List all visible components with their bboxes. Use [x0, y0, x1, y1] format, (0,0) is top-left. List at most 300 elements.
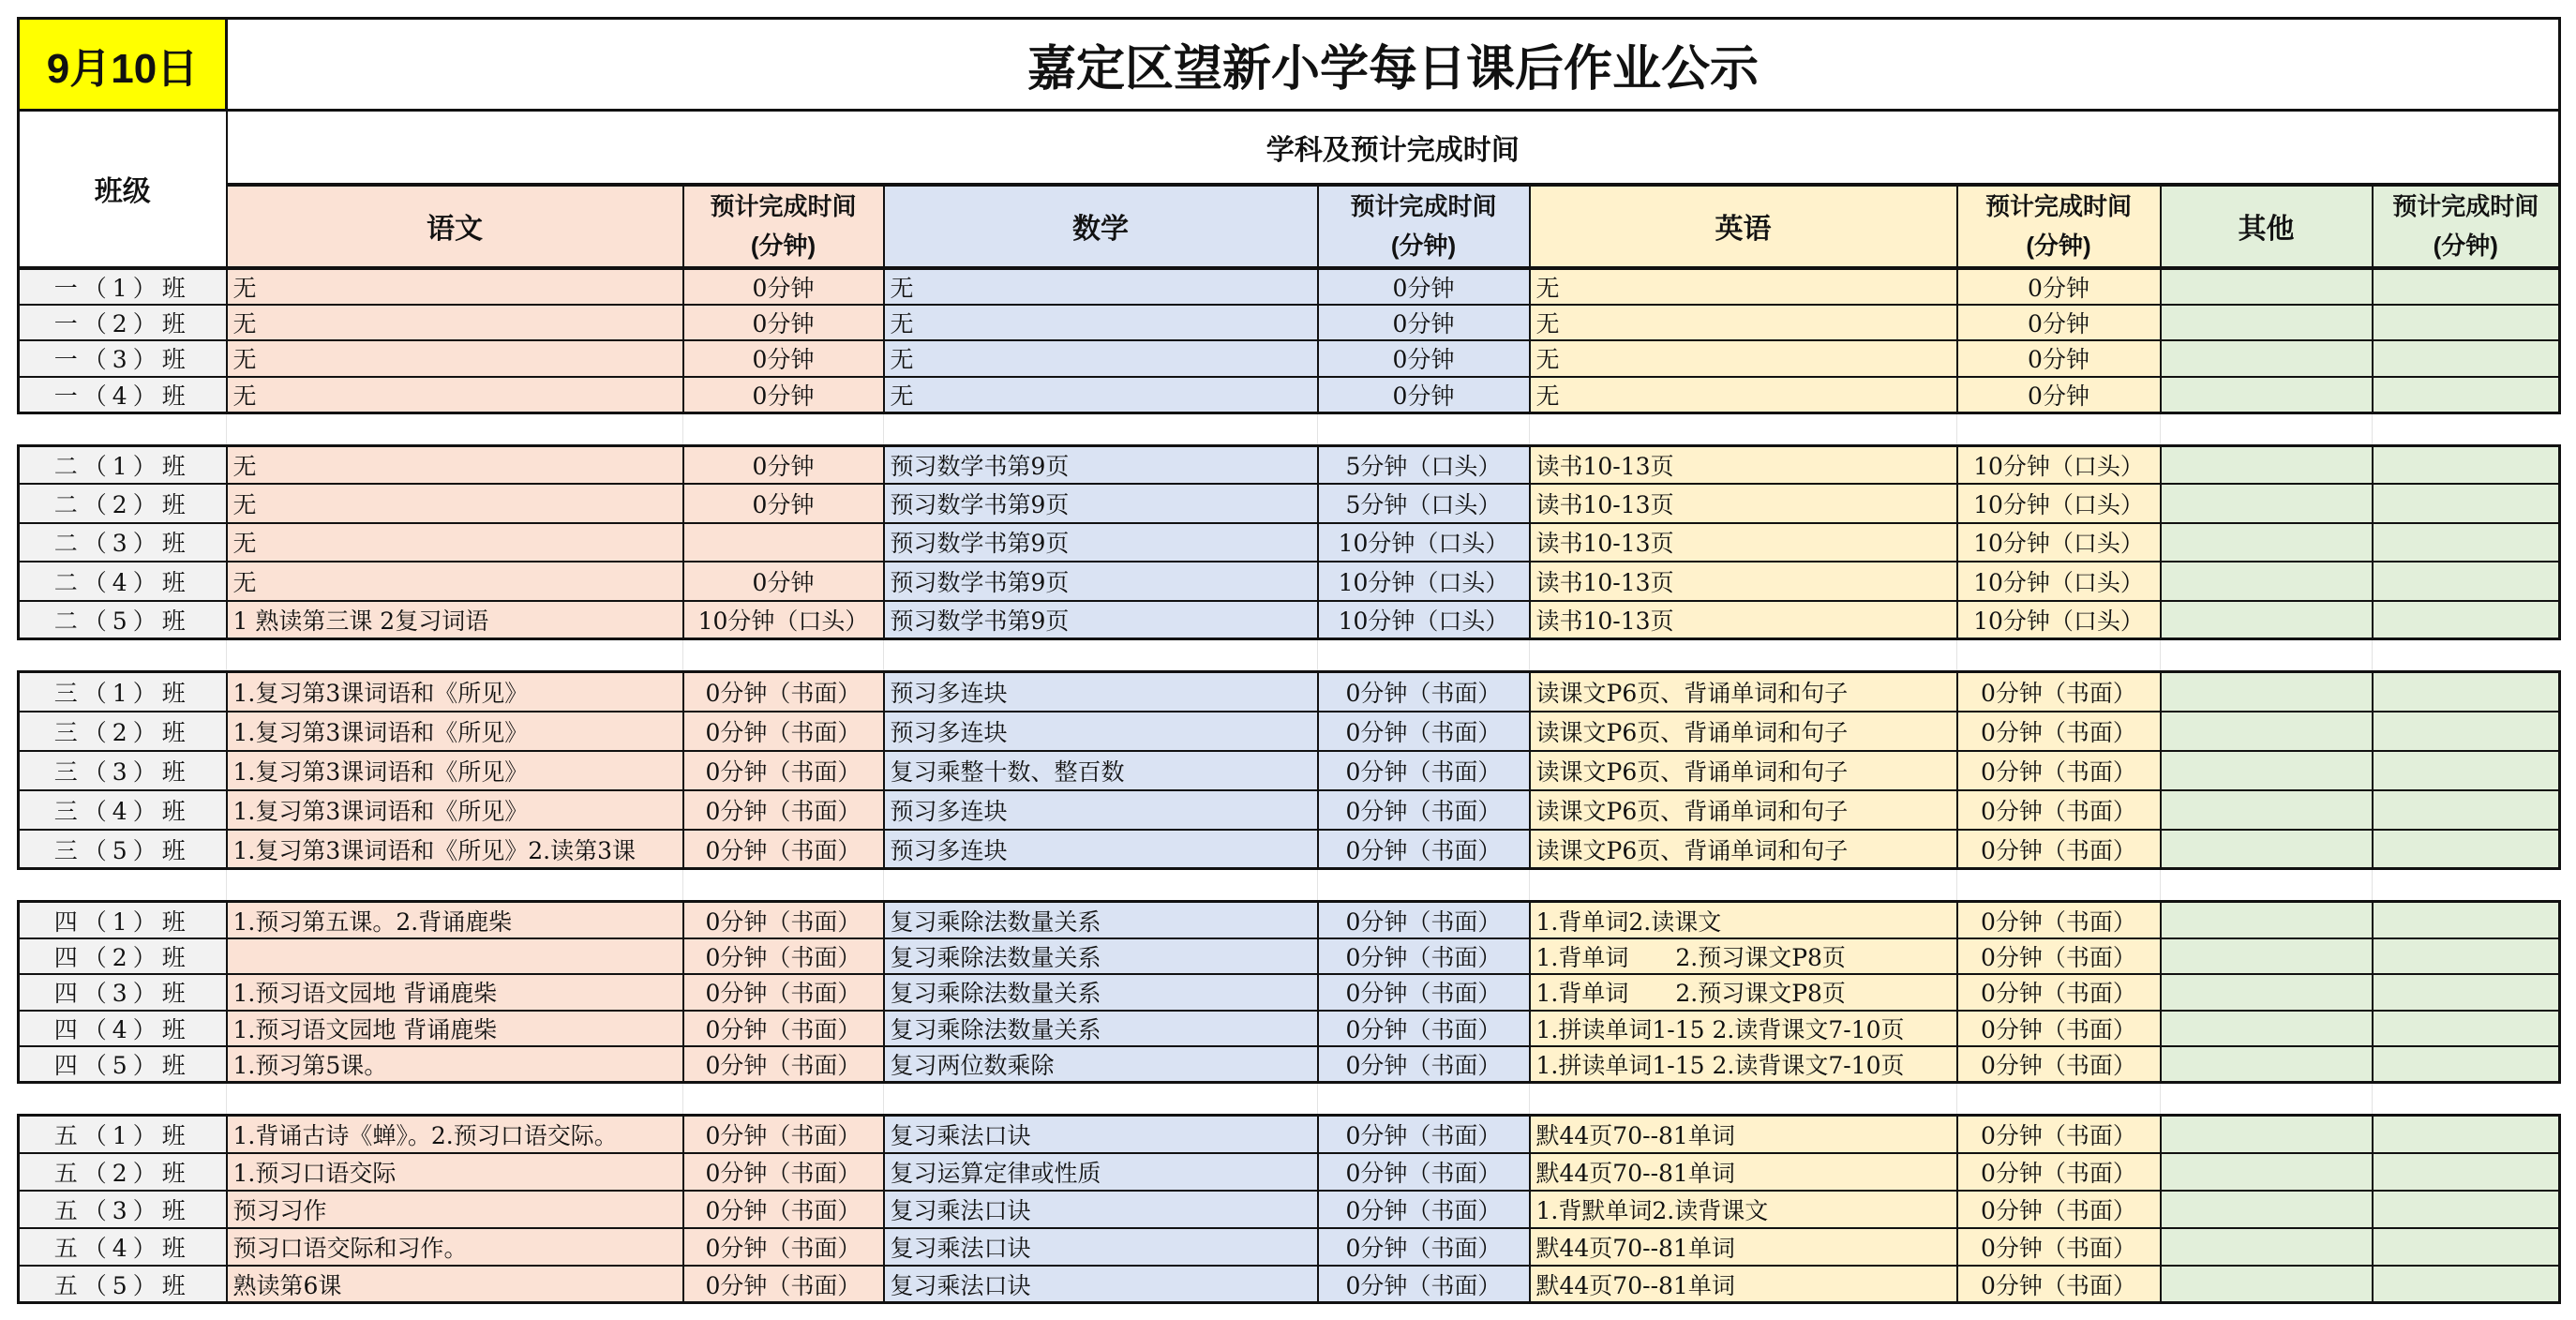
table-row	[19, 305, 2560, 341]
english-homework-cell[interactable]: 读课文P6页、背诵单词和句子	[1530, 672, 1957, 712]
date-cell[interactable]: 9月10日	[19, 19, 227, 111]
class-cell[interactable]: 五（2）班	[19, 1153, 227, 1191]
english-homework-cell[interactable]: 默44页70--81单词	[1530, 1228, 1957, 1266]
english-homework-cell[interactable]: 读书10-13页	[1530, 601, 1957, 639]
table-row	[19, 377, 2560, 413]
chinese-time-cell[interactable]: 0分钟（书面）	[683, 1266, 884, 1303]
chinese-time-cell[interactable]: 0分钟（书面）	[683, 751, 884, 790]
english-homework-cell[interactable]: 读书10-13页	[1530, 445, 1957, 484]
math-homework-cell[interactable]: 预习多连块	[884, 672, 1318, 712]
empty-cell[interactable]	[1318, 412, 1530, 445]
subjects-header[interactable]: 学科及预计完成时间	[227, 111, 2560, 185]
homework-sheet	[17, 17, 2558, 1304]
other-time-cell[interactable]	[2373, 830, 2560, 869]
empty-cell[interactable]	[2373, 869, 2560, 902]
english-homework-cell[interactable]: 默44页70--81单词	[1530, 1153, 1957, 1191]
math-homework-cell[interactable]: 预习数学书第9页	[884, 562, 1318, 600]
math-homework-cell[interactable]: 复习乘除法数量关系	[884, 1011, 1318, 1047]
empty-cell[interactable]	[1957, 869, 2161, 902]
english-time-cell[interactable]: 10分钟（口头）	[1957, 484, 2161, 522]
english-homework-cell[interactable]: 读书10-13页	[1530, 523, 1957, 562]
other-time-cell[interactable]	[2373, 938, 2560, 975]
other-time-cell[interactable]	[2373, 1116, 2560, 1153]
chinese-homework-cell[interactable]: 无	[227, 445, 683, 484]
other-homework-cell[interactable]	[2161, 305, 2373, 341]
time-label: 预计完成时间	[1350, 192, 1497, 220]
other-time-cell[interactable]	[2373, 1153, 2560, 1191]
empty-cell[interactable]	[1957, 412, 2161, 445]
chinese-time-cell[interactable]: 0分钟（书面）	[683, 902, 884, 938]
english-homework-cell[interactable]: 无	[1530, 340, 1957, 377]
class-cell[interactable]: 三（3）班	[19, 751, 227, 790]
math-homework-cell[interactable]: 预习多连块	[884, 712, 1318, 751]
time-label: 预计完成时间	[2392, 192, 2539, 220]
english-time-cell[interactable]: 0分钟（书面）	[1957, 902, 2161, 938]
chinese-homework-cell[interactable]: 1.预习语文园地 背诵鹿柴	[227, 1011, 683, 1047]
chinese-time-cell[interactable]: 0分钟	[683, 305, 884, 341]
other-homework-cell[interactable]	[2161, 751, 2373, 790]
chinese-time-cell[interactable]: 0分钟	[683, 484, 884, 522]
math-time-cell[interactable]: 0分钟（书面）	[1318, 938, 1530, 975]
math-homework-cell[interactable]: 复习乘除法数量关系	[884, 974, 1318, 1011]
math-homework-cell[interactable]: 无	[884, 340, 1318, 377]
english-time-cell[interactable]: 0分钟（书面）	[1957, 1228, 2161, 1266]
english-time-cell[interactable]: 0分钟	[1957, 268, 2161, 305]
chinese-homework-cell[interactable]: 无	[227, 377, 683, 413]
english-time-cell[interactable]: 10分钟（口头）	[1957, 562, 2161, 600]
table-row	[19, 268, 2560, 305]
english-homework-cell[interactable]: 1.拼读单词1-15 2.读背课文7-10页	[1530, 1046, 1957, 1083]
table-row	[19, 938, 2560, 975]
table-row	[19, 523, 2560, 562]
other-homework-cell[interactable]	[2161, 377, 2373, 413]
math-homework-cell[interactable]: 无	[884, 268, 1318, 305]
math-homework-cell[interactable]: 复习乘除法数量关系	[884, 938, 1318, 975]
other-homework-cell[interactable]	[2161, 1116, 2373, 1153]
math-homework-cell[interactable]: 预习数学书第9页	[884, 445, 1318, 484]
chinese-homework-cell[interactable]: 1.复习第3课词语和《所见》	[227, 712, 683, 751]
empty-cell[interactable]	[1957, 639, 2161, 672]
table-row	[19, 1191, 2560, 1228]
empty-cell[interactable]	[2161, 412, 2373, 445]
class-cell[interactable]: 五（3）班	[19, 1191, 227, 1228]
class-cell[interactable]: 二（2）班	[19, 484, 227, 522]
english-homework-cell[interactable]: 默44页70--81单词	[1530, 1116, 1957, 1153]
chinese-homework-cell[interactable]: 1.背诵古诗《蝉》。2.预习口语交际。	[227, 1116, 683, 1153]
chinese-homework-cell[interactable]: 1.复习第3课词语和《所见》	[227, 672, 683, 712]
empty-cell[interactable]	[884, 869, 1318, 902]
math-time-cell[interactable]: 0分钟（书面）	[1318, 1011, 1530, 1047]
other-time-cell[interactable]	[2373, 1266, 2560, 1303]
other-time-cell[interactable]	[2373, 790, 2560, 830]
chinese-time-cell[interactable]: 0分钟	[683, 445, 884, 484]
empty-cell[interactable]	[2373, 1083, 2560, 1116]
empty-cell[interactable]	[2161, 1083, 2373, 1116]
class-cell[interactable]: 二（1）班	[19, 445, 227, 484]
class-cell[interactable]: 三（4）班	[19, 790, 227, 830]
class-cell[interactable]: 五（5）班	[19, 1266, 227, 1303]
math-time-cell[interactable]: 10分钟（口头）	[1318, 562, 1530, 600]
other-homework-cell[interactable]	[2161, 974, 2373, 1011]
empty-cell[interactable]	[227, 869, 683, 902]
other-time-cell[interactable]	[2373, 562, 2560, 600]
math-time-cell[interactable]: 0分钟（书面）	[1318, 1046, 1530, 1083]
english-time-cell[interactable]: 0分钟（书面）	[1957, 790, 2161, 830]
math-time-cell[interactable]: 0分钟（书面）	[1318, 1153, 1530, 1191]
math-time-cell[interactable]: 0分钟	[1318, 340, 1530, 377]
chinese-time-cell[interactable]: 0分钟	[683, 268, 884, 305]
chinese-homework-cell[interactable]: 无	[227, 305, 683, 341]
page-title[interactable]: 嘉定区望新小学每日课后作业公示	[227, 19, 2560, 111]
english-homework-cell[interactable]: 读课文P6页、背诵单词和句子	[1530, 712, 1957, 751]
header-english-time[interactable]	[1957, 185, 2161, 268]
class-cell[interactable]: 一（4）班	[19, 377, 227, 413]
english-time-cell[interactable]: 0分钟（书面）	[1957, 672, 2161, 712]
empty-cell[interactable]	[19, 412, 227, 445]
chinese-time-cell[interactable]: 10分钟（口头）	[683, 601, 884, 639]
chinese-time-cell[interactable]: 0分钟（书面）	[683, 672, 884, 712]
chinese-homework-cell[interactable]: 无	[227, 523, 683, 562]
english-homework-cell[interactable]: 1.背单词 2.预习课文P8页	[1530, 938, 1957, 975]
math-time-cell[interactable]: 10分钟（口头）	[1318, 601, 1530, 639]
empty-cell[interactable]	[19, 869, 227, 902]
other-time-cell[interactable]	[2373, 601, 2560, 639]
empty-cell[interactable]	[2161, 639, 2373, 672]
empty-cell[interactable]	[19, 1083, 227, 1116]
english-time-cell[interactable]: 10分钟（口头）	[1957, 523, 2161, 562]
empty-cell[interactable]	[227, 1083, 683, 1116]
time-unit: (分钟)	[750, 232, 816, 260]
english-time-cell[interactable]: 0分钟（书面）	[1957, 1266, 2161, 1303]
chinese-homework-cell[interactable]: 1.复习第3课词语和《所见》2.读第3课	[227, 830, 683, 869]
english-homework-cell[interactable]: 读书10-13页	[1530, 562, 1957, 600]
chinese-homework-cell[interactable]: 预习口语交际和习作。	[227, 1228, 683, 1266]
table-row	[19, 830, 2560, 869]
math-homework-cell[interactable]: 复习乘法口诀	[884, 1228, 1318, 1266]
english-homework-cell[interactable]: 读课文P6页、背诵单词和句子	[1530, 751, 1957, 790]
english-homework-cell[interactable]: 无	[1530, 377, 1957, 413]
math-homework-cell[interactable]: 复习运算定律或性质	[884, 1153, 1318, 1191]
math-time-cell[interactable]: 0分钟（书面）	[1318, 790, 1530, 830]
other-homework-cell[interactable]	[2161, 1228, 2373, 1266]
other-time-cell[interactable]	[2373, 377, 2560, 413]
class-cell[interactable]: 四（4）班	[19, 1011, 227, 1047]
empty-cell[interactable]	[683, 412, 884, 445]
chinese-homework-cell[interactable]: 1.预习口语交际	[227, 1153, 683, 1191]
chinese-time-cell[interactable]: 0分钟	[683, 562, 884, 600]
math-homework-cell[interactable]: 复习乘除法数量关系	[884, 902, 1318, 938]
english-time-cell[interactable]: 0分钟（书面）	[1957, 1116, 2161, 1153]
english-time-cell[interactable]: 0分钟（书面）	[1957, 751, 2161, 790]
math-homework-cell[interactable]: 复习乘法口诀	[884, 1116, 1318, 1153]
subject-header-row	[19, 111, 2560, 185]
chinese-time-cell[interactable]: 0分钟（书面）	[683, 790, 884, 830]
empty-cell[interactable]	[227, 639, 683, 672]
empty-cell[interactable]	[19, 639, 227, 672]
empty-cell[interactable]	[683, 869, 884, 902]
math-homework-cell[interactable]: 复习两位数乘除	[884, 1046, 1318, 1083]
other-time-cell[interactable]	[2373, 1046, 2560, 1083]
empty-cell[interactable]	[1530, 869, 1957, 902]
class-cell[interactable]: 二（3）班	[19, 523, 227, 562]
other-time-cell[interactable]	[2373, 751, 2560, 790]
class-cell[interactable]: 五（1）班	[19, 1116, 227, 1153]
table-row	[19, 1228, 2560, 1266]
english-time-cell[interactable]: 0分钟（书面）	[1957, 1153, 2161, 1191]
class-cell[interactable]: 四（1）班	[19, 902, 227, 938]
english-homework-cell[interactable]: 1.拼读单词1-15 2.读背课文7-10页	[1530, 1011, 1957, 1047]
table-row	[19, 1153, 2560, 1191]
class-cell[interactable]: 三（2）班	[19, 712, 227, 751]
homework-table	[17, 17, 2561, 1304]
math-homework-cell[interactable]: 预习多连块	[884, 830, 1318, 869]
other-time-cell[interactable]	[2373, 974, 2560, 1011]
header-chinese-time[interactable]	[683, 185, 884, 268]
class-cell[interactable]: 四（3）班	[19, 974, 227, 1011]
english-time-cell[interactable]: 0分钟（书面）	[1957, 830, 2161, 869]
chinese-time-cell[interactable]: 0分钟（书面）	[683, 830, 884, 869]
table-row	[19, 1116, 2560, 1153]
chinese-time-cell[interactable]: 0分钟	[683, 377, 884, 413]
math-homework-cell[interactable]: 预习数学书第9页	[884, 484, 1318, 522]
other-time-cell[interactable]	[2373, 523, 2560, 562]
empty-cell[interactable]	[1318, 1083, 1530, 1116]
english-homework-cell[interactable]: 读课文P6页、背诵单词和句子	[1530, 790, 1957, 830]
empty-cell[interactable]	[884, 639, 1318, 672]
other-homework-cell[interactable]	[2161, 938, 2373, 975]
chinese-homework-cell[interactable]: 1.复习第3课词语和《所见》	[227, 790, 683, 830]
class-cell[interactable]: 一（3）班	[19, 340, 227, 377]
empty-cell[interactable]	[1318, 869, 1530, 902]
header-other[interactable]: 其他	[2161, 185, 2373, 268]
math-time-cell[interactable]: 0分钟	[1318, 305, 1530, 341]
other-time-cell[interactable]	[2373, 305, 2560, 341]
math-time-cell[interactable]: 5分钟（口头）	[1318, 484, 1530, 522]
class-cell[interactable]: 二（5）班	[19, 601, 227, 639]
other-time-cell[interactable]	[2373, 445, 2560, 484]
chinese-time-cell[interactable]: 0分钟（书面）	[683, 1011, 884, 1047]
class-cell[interactable]: 一（1）班	[19, 268, 227, 305]
spacer-row	[19, 1083, 2560, 1116]
spacer-row	[19, 639, 2560, 672]
other-homework-cell[interactable]	[2161, 790, 2373, 830]
time-label: 预计完成时间	[1984, 192, 2132, 220]
math-time-cell[interactable]: 5分钟（口头）	[1318, 445, 1530, 484]
class-cell[interactable]: 二（4）班	[19, 562, 227, 600]
english-time-cell[interactable]: 0分钟	[1957, 340, 2161, 377]
table-row	[19, 902, 2560, 938]
class-cell[interactable]: 四（2）班	[19, 938, 227, 975]
header-other-time[interactable]	[2373, 185, 2560, 268]
other-homework-cell[interactable]	[2161, 445, 2373, 484]
other-time-cell[interactable]	[2373, 1191, 2560, 1228]
empty-cell[interactable]	[2373, 639, 2560, 672]
class-cell[interactable]: 四（5）班	[19, 1046, 227, 1083]
other-time-cell[interactable]	[2373, 268, 2560, 305]
math-homework-cell[interactable]: 预习数学书第9页	[884, 601, 1318, 639]
table-row	[19, 1011, 2560, 1047]
chinese-time-cell[interactable]: 0分钟（书面）	[683, 712, 884, 751]
chinese-homework-cell[interactable]: 1 熟读第三课 2复习词语	[227, 601, 683, 639]
other-homework-cell[interactable]	[2161, 1153, 2373, 1191]
english-homework-cell[interactable]: 1.背单词2.读课文	[1530, 902, 1957, 938]
math-time-cell[interactable]: 10分钟（口头）	[1318, 523, 1530, 562]
math-time-cell[interactable]: 0分钟（书面）	[1318, 712, 1530, 751]
table-row	[19, 445, 2560, 484]
chinese-homework-cell[interactable]: 无	[227, 268, 683, 305]
empty-cell[interactable]	[884, 412, 1318, 445]
empty-cell[interactable]	[1957, 1083, 2161, 1116]
empty-cell[interactable]	[2373, 412, 2560, 445]
other-time-cell[interactable]	[2373, 340, 2560, 377]
math-homework-cell[interactable]: 预习数学书第9页	[884, 523, 1318, 562]
other-homework-cell[interactable]	[2161, 1266, 2373, 1303]
english-time-cell[interactable]: 10分钟（口头）	[1957, 445, 2161, 484]
math-time-cell[interactable]: 0分钟（书面）	[1318, 1266, 1530, 1303]
empty-cell[interactable]	[2161, 869, 2373, 902]
math-homework-cell[interactable]: 无	[884, 305, 1318, 341]
chinese-time-cell[interactable]: 0分钟（书面）	[683, 974, 884, 1011]
math-time-cell[interactable]: 0分钟（书面）	[1318, 751, 1530, 790]
english-time-cell[interactable]: 0分钟（书面）	[1957, 974, 2161, 1011]
other-homework-cell[interactable]	[2161, 268, 2373, 305]
math-homework-cell[interactable]: 预习多连块	[884, 790, 1318, 830]
other-homework-cell[interactable]	[2161, 1191, 2373, 1228]
table-row	[19, 672, 2560, 712]
math-homework-cell[interactable]: 无	[884, 377, 1318, 413]
header-math-time[interactable]	[1318, 185, 1530, 268]
class-cell[interactable]: 一（2）班	[19, 305, 227, 341]
english-homework-cell[interactable]: 1.背单词 2.预习课文P8页	[1530, 974, 1957, 1011]
math-homework-cell[interactable]: 复习乘法口诀	[884, 1266, 1318, 1303]
empty-cell[interactable]	[1318, 639, 1530, 672]
english-homework-cell[interactable]: 1.背默单词2.读背课文	[1530, 1191, 1957, 1228]
table-row	[19, 562, 2560, 600]
empty-cell[interactable]	[683, 639, 884, 672]
english-time-cell[interactable]: 0分钟	[1957, 305, 2161, 341]
table-row	[19, 1266, 2560, 1303]
english-time-cell[interactable]: 10分钟（口头）	[1957, 601, 2161, 639]
other-time-cell[interactable]	[2373, 712, 2560, 751]
english-homework-cell[interactable]: 读课文P6页、背诵单词和句子	[1530, 830, 1957, 869]
english-time-cell[interactable]: 0分钟（书面）	[1957, 1191, 2161, 1228]
other-homework-cell[interactable]	[2161, 484, 2373, 522]
math-time-cell[interactable]: 0分钟	[1318, 377, 1530, 413]
english-homework-cell[interactable]: 读书10-13页	[1530, 484, 1957, 522]
other-homework-cell[interactable]	[2161, 672, 2373, 712]
other-time-cell[interactable]	[2373, 902, 2560, 938]
chinese-homework-cell[interactable]: 1.预习语文园地 背诵鹿柴	[227, 974, 683, 1011]
chinese-homework-cell[interactable]: 1.预习第5课。	[227, 1046, 683, 1083]
empty-cell[interactable]	[227, 412, 683, 445]
chinese-time-cell[interactable]: 0分钟（书面）	[683, 938, 884, 975]
english-time-cell[interactable]: 0分钟（书面）	[1957, 1046, 2161, 1083]
other-time-cell[interactable]	[2373, 484, 2560, 522]
table-row	[19, 974, 2560, 1011]
empty-cell[interactable]	[884, 1083, 1318, 1116]
time-unit: (分钟)	[2433, 232, 2498, 260]
other-homework-cell[interactable]	[2161, 712, 2373, 751]
other-homework-cell[interactable]	[2161, 523, 2373, 562]
other-homework-cell[interactable]	[2161, 1011, 2373, 1047]
other-homework-cell[interactable]	[2161, 562, 2373, 600]
other-time-cell[interactable]	[2373, 1011, 2560, 1047]
english-homework-cell[interactable]: 无	[1530, 268, 1957, 305]
empty-cell[interactable]	[1530, 639, 1957, 672]
class-cell[interactable]: 三（5）班	[19, 830, 227, 869]
chinese-homework-cell[interactable]: 熟读第6课	[227, 1266, 683, 1303]
table-row	[19, 790, 2560, 830]
chinese-homework-cell[interactable]: 无	[227, 340, 683, 377]
time-label: 预计完成时间	[710, 192, 857, 220]
other-homework-cell[interactable]	[2161, 1046, 2373, 1083]
chinese-homework-cell[interactable]: 无	[227, 484, 683, 522]
table-row	[19, 751, 2560, 790]
math-time-cell[interactable]: 0分钟（书面）	[1318, 1191, 1530, 1228]
english-time-cell[interactable]: 0分钟（书面）	[1957, 712, 2161, 751]
math-time-cell[interactable]: 0分钟（书面）	[1318, 1228, 1530, 1266]
table-row	[19, 601, 2560, 639]
chinese-homework-cell[interactable]	[227, 938, 683, 975]
chinese-time-cell[interactable]: 0分钟（书面）	[683, 1228, 884, 1266]
other-homework-cell[interactable]	[2161, 902, 2373, 938]
math-time-cell[interactable]: 0分钟（书面）	[1318, 902, 1530, 938]
header-math[interactable]: 数学	[884, 185, 1318, 268]
column-header-row	[19, 185, 2560, 268]
other-homework-cell[interactable]	[2161, 830, 2373, 869]
math-homework-cell[interactable]: 复习乘整十数、整百数	[884, 751, 1318, 790]
table-row	[19, 340, 2560, 377]
chinese-homework-cell[interactable]: 1.预习第五课。2.背诵鹿柴	[227, 902, 683, 938]
english-homework-cell[interactable]: 无	[1530, 305, 1957, 341]
math-time-cell[interactable]: 0分钟（书面）	[1318, 1116, 1530, 1153]
empty-cell[interactable]	[1530, 1083, 1957, 1116]
chinese-time-cell[interactable]: 0分钟	[683, 340, 884, 377]
other-homework-cell[interactable]	[2161, 601, 2373, 639]
chinese-homework-cell[interactable]: 1.复习第3课词语和《所见》	[227, 751, 683, 790]
chinese-homework-cell[interactable]: 无	[227, 562, 683, 600]
class-cell[interactable]: 五（4）班	[19, 1228, 227, 1266]
other-homework-cell[interactable]	[2161, 340, 2373, 377]
math-time-cell[interactable]: 0分钟（书面）	[1318, 672, 1530, 712]
empty-cell[interactable]	[683, 1083, 884, 1116]
header-chinese[interactable]: 语文	[227, 185, 683, 268]
table-row	[19, 712, 2560, 751]
english-time-cell[interactable]: 0分钟	[1957, 377, 2161, 413]
chinese-time-cell[interactable]: 0分钟（书面）	[683, 1191, 884, 1228]
math-time-cell[interactable]: 0分钟（书面）	[1318, 974, 1530, 1011]
other-time-cell[interactable]	[2373, 672, 2560, 712]
chinese-homework-cell[interactable]: 预习习作	[227, 1191, 683, 1228]
math-time-cell[interactable]: 0分钟（书面）	[1318, 830, 1530, 869]
chinese-time-cell[interactable]: 0分钟（书面）	[683, 1153, 884, 1191]
spacer-row	[19, 412, 2560, 445]
english-time-cell[interactable]: 0分钟（书面）	[1957, 1011, 2161, 1047]
math-time-cell[interactable]: 0分钟	[1318, 268, 1530, 305]
header-english[interactable]: 英语	[1530, 185, 1957, 268]
class-header[interactable]: 班级	[19, 111, 227, 268]
spacer-row	[19, 869, 2560, 902]
math-homework-cell[interactable]: 复习乘法口诀	[884, 1191, 1318, 1228]
chinese-time-cell[interactable]	[683, 523, 884, 562]
english-time-cell[interactable]: 0分钟（书面）	[1957, 938, 2161, 975]
chinese-time-cell[interactable]: 0分钟（书面）	[683, 1116, 884, 1153]
class-cell[interactable]: 三（1）班	[19, 672, 227, 712]
other-time-cell[interactable]	[2373, 1228, 2560, 1266]
chinese-time-cell[interactable]: 0分钟（书面）	[683, 1046, 884, 1083]
empty-cell[interactable]	[1530, 412, 1957, 445]
english-homework-cell[interactable]: 默44页70--81单词	[1530, 1266, 1957, 1303]
